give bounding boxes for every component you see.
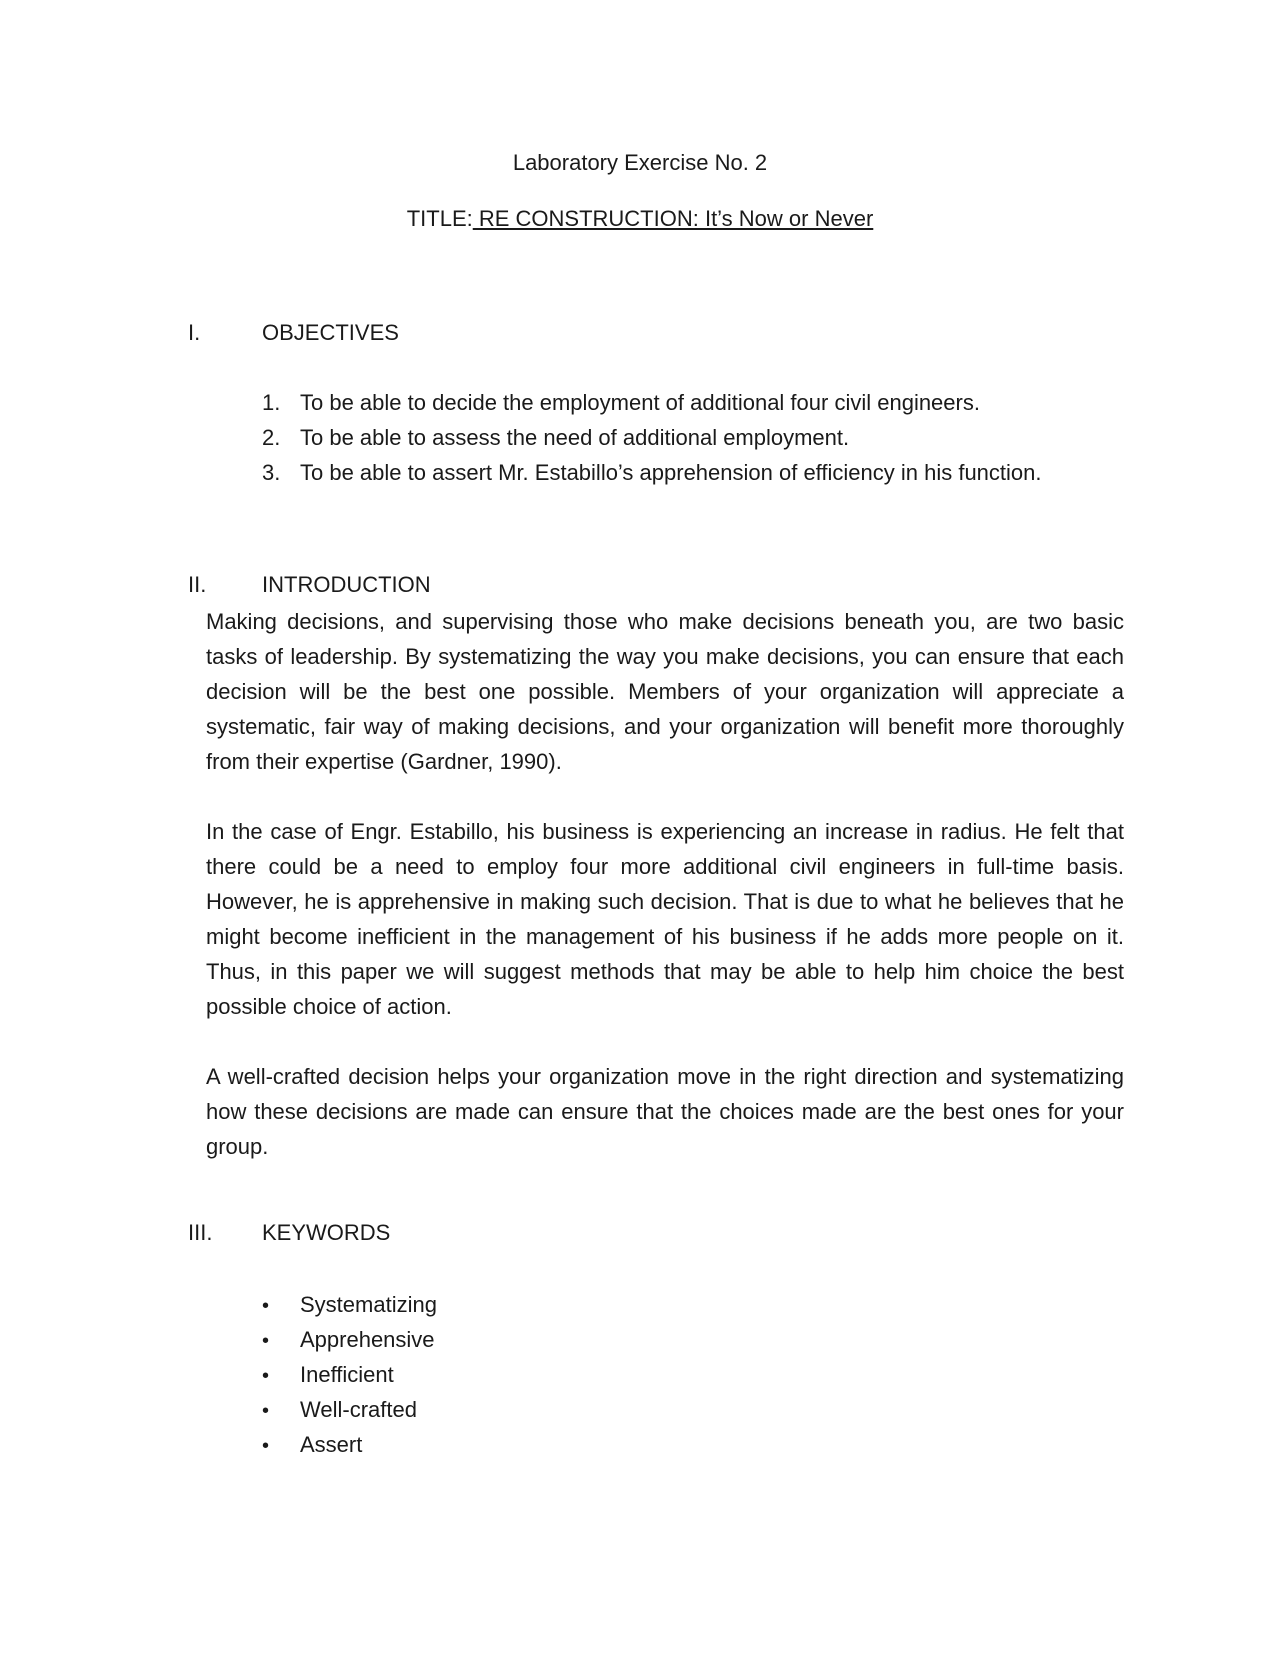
section-introduction-heading (188, 572, 431, 598)
list-item-text: To be able to decide the employment of additional four civil engineers. (300, 390, 980, 415)
keywords-list (262, 1287, 437, 1462)
bullet-icon: • (262, 1365, 270, 1387)
list-marker: 2. (262, 425, 281, 450)
list-item (262, 385, 1042, 420)
list-item (262, 1287, 437, 1322)
section-numeral: I. (188, 320, 201, 345)
bullet-icon: • (262, 1295, 270, 1317)
title-label: TITLE: (406, 206, 473, 231)
list-item (262, 455, 1042, 490)
bullet-icon: • (262, 1400, 270, 1422)
section-numeral: II. (188, 572, 207, 597)
list-item-text: To be able to assert Mr. Estabillo’s apprehension of efficiency in his function. (300, 460, 1042, 485)
exercise-heading (0, 150, 1280, 176)
list-item (262, 1322, 437, 1357)
list-item (262, 420, 1042, 455)
section-title: OBJECTIVES (262, 320, 399, 345)
section-objectives-heading (188, 320, 399, 346)
section-title: INTRODUCTION (262, 572, 431, 597)
intro-paragraph-1: Making decisions, and supervising those who make decisions beneath you, are two basic tasks of leadership. By systematizing the way you make decisions, you can ensure that each decision will be the best one possible. Members of your organization will appreciate a systematic, fair way of making decisions, and your organization will benefit more thoroughly from their expertise (Gardner, 1990). (206, 609, 1124, 774)
list-marker: 1. (262, 390, 281, 415)
intro-paragraph-3: A well-crafted decision helps your organization move in the right direction and systematizing how these decisions are made can ensure that the choices made are the best ones for your group. (206, 1064, 1124, 1159)
intro-paragraph-2: In the case of Engr. Estabillo, his business is experiencing an increase in radius. He felt that there could be a need to employ four more additional civil engineers in full-time basis. However, he is apprehensive in making such decision. That is due to what he believes that he might become inefficient in the management of his business if he adds more people on it. Thus, in this paper we will suggest methods that may be able to help him choice the best possible choice of action. (206, 819, 1124, 1019)
bullet-icon: • (262, 1435, 270, 1457)
keyword-text: Assert (300, 1432, 363, 1457)
section-title: KEYWORDS (262, 1220, 391, 1245)
list-item (262, 1427, 437, 1462)
list-item (262, 1357, 437, 1392)
keyword-text: Inefficient (300, 1362, 394, 1387)
list-marker: 3. (262, 460, 281, 485)
list-item-text: To be able to assess the need of additional employment. (300, 425, 850, 450)
bullet-icon: • (262, 1330, 270, 1352)
keyword-text: Well-crafted (300, 1397, 417, 1422)
title-text: RE CONSTRUCTION: It’s Now or Never (472, 206, 874, 231)
section-keywords-heading (188, 1220, 390, 1246)
keyword-text: Systematizing (300, 1292, 437, 1317)
exercise-number: Laboratory Exercise No. 2 (512, 150, 768, 175)
objectives-list (262, 385, 1042, 490)
title-line (0, 206, 1280, 232)
section-numeral: III. (188, 1220, 213, 1245)
keyword-text: Apprehensive (300, 1327, 435, 1352)
list-item (262, 1392, 437, 1427)
